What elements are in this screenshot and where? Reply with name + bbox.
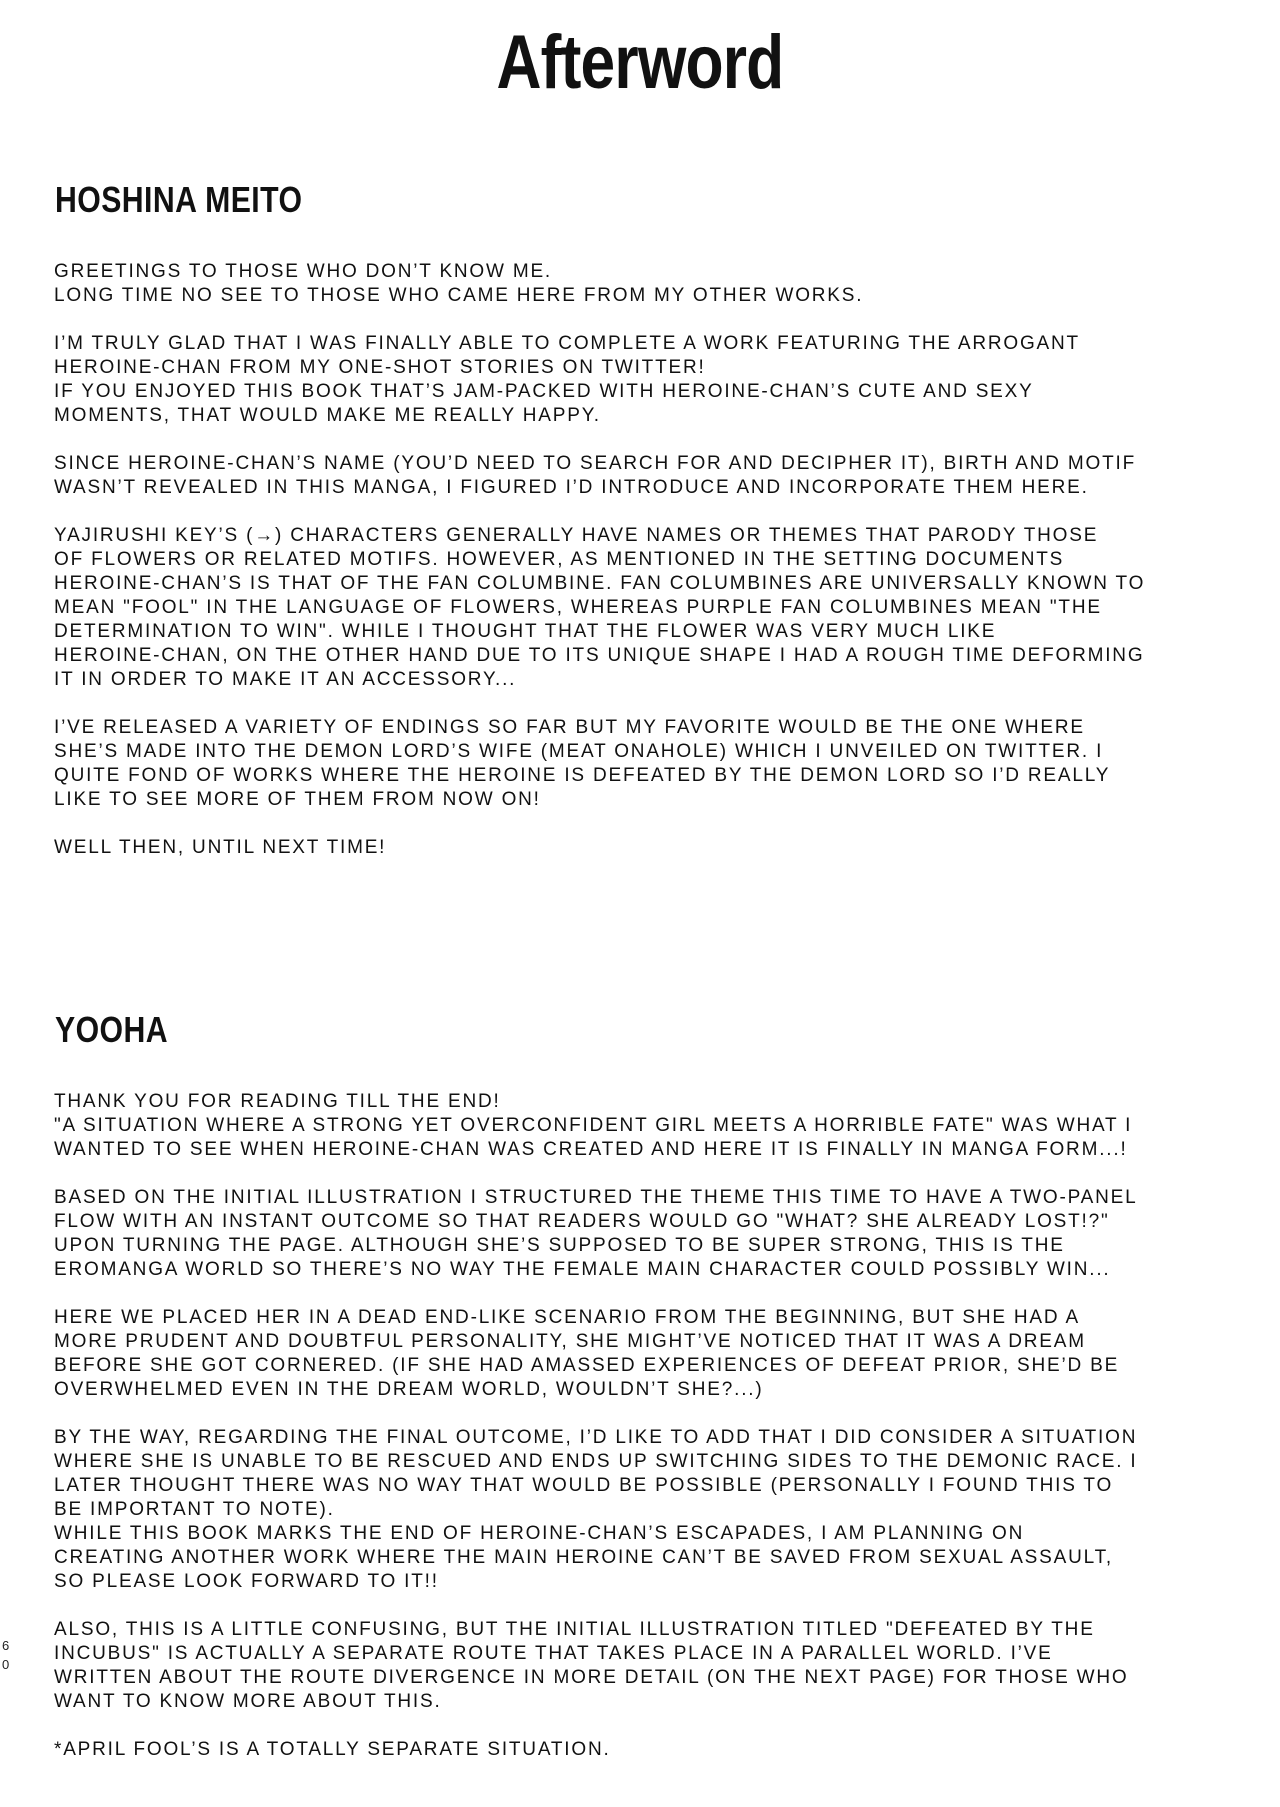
text-line: HEROINE-CHAN, ON THE OTHER HAND DUE TO ITS UNIQUE SHAPE I HAD A ROUGH TIME DEFORMING (54, 645, 1145, 666)
text-line: OF FLOWERS OR RELATED MOTIFS. HOWEVER, AS MENTIONED IN THE SETTING DOCUMENTS (54, 549, 1065, 570)
text-line: INCUBUS" IS ACTUALLY A SEPARATE ROUTE THAT TAKES PLACE IN A PARALLEL WORLD. I’VE (54, 1643, 1053, 1664)
paragraph (54, 1738, 1280, 1762)
text-line: ALSO, THIS IS A LITTLE CONFUSING, BUT THE INITIAL ILLUSTRATION TITLED "DEFEATED BY THE (54, 1619, 1095, 1640)
text-line: THANK YOU FOR READING TILL THE END! (54, 1091, 501, 1112)
text-line: HERE WE PLACED HER IN A DEAD END-LIKE SCENARIO FROM THE BEGINNING, BUT SHE HAD A (54, 1307, 1080, 1328)
text-line: CREATING ANOTHER WORK WHERE THE MAIN HEROINE CAN’T BE SAVED FROM SEXUAL ASSAULT, (54, 1547, 1113, 1568)
text-line: WHILE THIS BOOK MARKS THE END OF HEROINE-CHAN’S ESCAPADES, I AM PLANNING ON (54, 1523, 1025, 1544)
author-heading: HOSHINA MEITO (55, 179, 303, 220)
text-line: OVERWHELMED EVEN IN THE DREAM WORLD, WOULDN’T SHE?...) (54, 1379, 764, 1400)
text-line: BY THE WAY, REGARDING THE FINAL OUTCOME, I’D LIKE TO ADD THAT I DID CONSIDER A SITUATION (54, 1427, 1138, 1448)
text-line: I’M TRULY GLAD THAT I WAS FINALLY ABLE TO COMPLETE A WORK FEATURING THE ARROGANT (54, 333, 1080, 354)
text-line: BE IMPORTANT TO NOTE). (54, 1499, 335, 1520)
paragraph (54, 332, 1280, 428)
text-line: SINCE HEROINE-CHAN’S NAME (YOU’D NEED TO SEARCH FOR AND DECIPHER IT), BIRTH AND MOTIF (54, 453, 1136, 474)
text-line: "A SITUATION WHERE A STRONG YET OVERCONFIDENT GIRL MEETS A HORRIBLE FATE" WAS WHAT I (54, 1115, 1133, 1136)
author-heading: YOOHA (55, 1009, 168, 1050)
paragraph (54, 452, 1280, 500)
text-line: YAJIRUSHI KEY’S (→) CHARACTERS GENERALLY HAVE NAMES OR THEMES THAT PARODY THOSE (54, 525, 1099, 546)
text-line: HEROINE-CHAN’S IS THAT OF THE FAN COLUMBINE. FAN COLUMBINES ARE UNIVERSALLY KNOWN TO (54, 573, 1146, 594)
text-line: GREETINGS TO THOSE WHO DON’T KNOW ME. (54, 261, 553, 282)
paragraph (54, 1426, 1280, 1594)
text-line: MORE PRUDENT AND DOUBTFUL PERSONALITY, SHE MIGHT’VE NOTICED THAT IT WAS A DREAM (54, 1331, 1086, 1352)
author-section (0, 1010, 1280, 1762)
text-line: WASN’T REVEALED IN THIS MANGA, I FIGURED I’D INTRODUCE AND INCORPORATE THEM HERE. (54, 477, 1089, 498)
text-line: LONG TIME NO SEE TO THOSE WHO CAME HERE FROM MY OTHER WORKS. (54, 285, 864, 306)
text-line: MOMENTS, THAT WOULD MAKE ME REALLY HAPPY. (54, 405, 601, 426)
text-line: WANT TO KNOW MORE ABOUT THIS. (54, 1691, 442, 1712)
text-line: LATER THOUGHT THERE WAS NO WAY THAT WOULD BE POSSIBLE (PERSONALLY I FOUND THIS TO (54, 1475, 1114, 1496)
text-line: BASED ON THE INITIAL ILLUSTRATION I STRUCTURED THE THEME THIS TIME TO HAVE A TWO-PANEL (54, 1187, 1138, 1208)
text-line: UPON TURNING THE PAGE. ALTHOUGH SHE’S SUPPOSED TO BE SUPER STRONG, THIS IS THE (54, 1235, 1065, 1256)
text-line: BEFORE SHE GOT CORNERED. (IF SHE HAD AMASSED EXPERIENCES OF DEFEAT PRIOR, SHE’D BE (54, 1355, 1120, 1376)
page-title (0, 20, 1280, 105)
text-line: QUITE FOND OF WORKS WHERE THE HEROINE IS DEFEATED BY THE DEMON LORD SO I’D REALLY (54, 765, 1111, 786)
text-line: IT IN ORDER TO MAKE IT AN ACCESSORY... (54, 669, 517, 690)
text-line: SHE’S MADE INTO THE DEMON LORD’S WIFE (MEAT ONAHOLE) WHICH I UNVEILED ON TWITTER. I (54, 741, 1104, 762)
text-line: MEAN "FOOL" IN THE LANGUAGE OF FLOWERS, WHEREAS PURPLE FAN COLUMBINES MEAN "THE (54, 597, 1102, 618)
paragraph (54, 260, 1280, 308)
text-line: *APRIL FOOL’S IS A TOTALLY SEPARATE SITUATION. (54, 1739, 611, 1760)
paragraph (54, 716, 1280, 812)
text-line: I’VE RELEASED A VARIETY OF ENDINGS SO FAR BUT MY FAVORITE WOULD BE THE ONE WHERE (54, 717, 1085, 738)
page-number: 60 (2, 1638, 10, 1672)
text-line: WANTED TO SEE WHEN HEROINE-CHAN WAS CREATED AND HERE IT IS FINALLY IN MANGA FORM...! (54, 1139, 1128, 1160)
text-line: FLOW WITH AN INSTANT OUTCOME SO THAT READERS WOULD GO "WHAT? SHE ALREADY LOST!?" (54, 1211, 1110, 1232)
text-line: LIKE TO SEE MORE OF THEM FROM NOW ON! (54, 789, 541, 810)
author-section (0, 180, 1280, 860)
text-line: WHERE SHE IS UNABLE TO BE RESCUED AND ENDS UP SWITCHING SIDES TO THE DEMONIC RACE. I (54, 1451, 1138, 1472)
paragraph (54, 836, 1280, 860)
paragraph (54, 1618, 1280, 1714)
text-line: WELL THEN, UNTIL NEXT TIME! (54, 837, 387, 858)
afterword-content (0, 180, 1280, 1762)
text-line: DETERMINATION TO WIN". WHILE I THOUGHT THAT THE FLOWER WAS VERY MUCH LIKE (54, 621, 997, 642)
text-line: SO PLEASE LOOK FORWARD TO IT!! (54, 1571, 439, 1592)
paragraph (54, 1186, 1280, 1282)
paragraph (54, 524, 1280, 692)
text-line: HEROINE-CHAN FROM MY ONE-SHOT STORIES ON TWITTER! (54, 357, 706, 378)
paragraph (54, 1090, 1280, 1162)
text-line: EROMANGA WORLD SO THERE’S NO WAY THE FEMALE MAIN CHARACTER COULD POSSIBLY WIN... (54, 1259, 1111, 1280)
text-line: WRITTEN ABOUT THE ROUTE DIVERGENCE IN MORE DETAIL (ON THE NEXT PAGE) FOR THOSE WHO (54, 1667, 1129, 1688)
paragraph (54, 1306, 1280, 1402)
page-title-text: Afterword (496, 20, 784, 105)
text-line: IF YOU ENJOYED THIS BOOK THAT’S JAM-PACKED WITH HEROINE-CHAN’S CUTE AND SEXY (54, 381, 1034, 402)
